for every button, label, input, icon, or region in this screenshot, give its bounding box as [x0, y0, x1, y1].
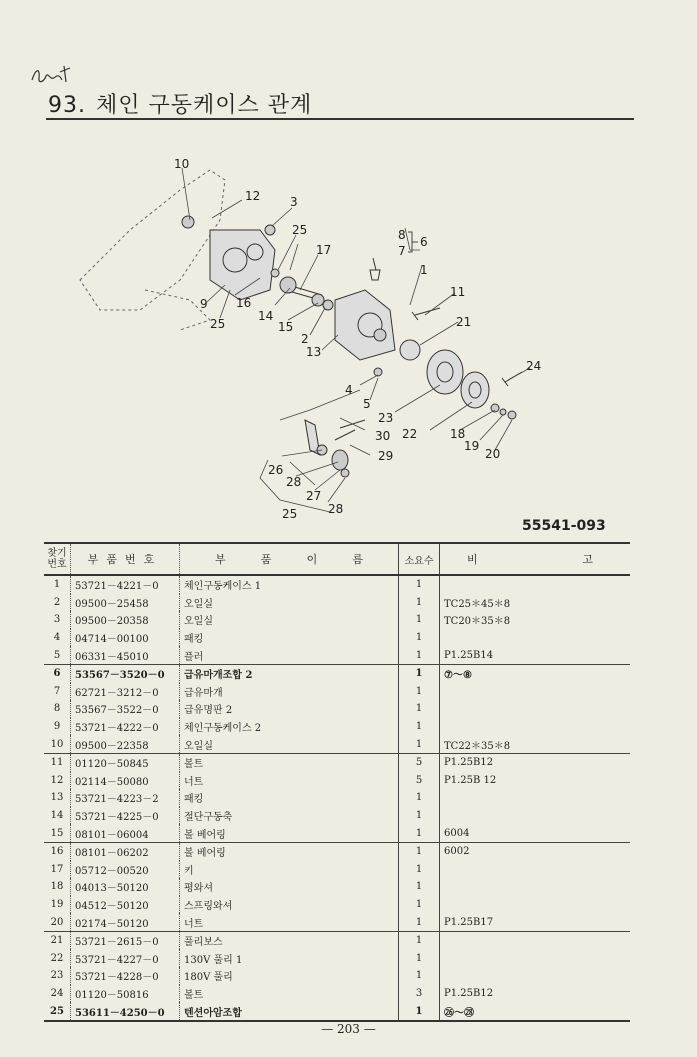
svg-text:29: 29 [378, 449, 394, 463]
cell-no: 10 [44, 735, 71, 753]
table-row [44, 861, 630, 879]
cell-part-name: 스프링와셔 [180, 896, 399, 914]
cell-no: 14 [44, 807, 71, 825]
cell-part-name: 180V 풀리 [180, 967, 399, 985]
cell-part-name: 급유마개조합 2 [180, 664, 399, 682]
cell-remarks [440, 575, 631, 594]
svg-text:15: 15 [278, 320, 294, 334]
svg-text:2: 2 [301, 332, 309, 346]
cell-no: 25 [44, 1002, 71, 1021]
table-row [44, 789, 630, 807]
header-remarks: 비 고 [440, 543, 631, 575]
diagram-code: 55541-093 [522, 518, 606, 534]
svg-text:25: 25 [210, 317, 226, 331]
cell-quantity: 1 [399, 913, 440, 931]
cell-part-number: 62721－3212－0 [71, 683, 180, 701]
cell-part-name: 풀리보스 [180, 931, 399, 949]
table-header-row [44, 543, 630, 575]
exploded-parts-diagram [60, 140, 560, 520]
svg-text:4: 4 [345, 383, 353, 397]
parts-table-body [44, 575, 630, 1021]
cell-no: 24 [44, 985, 71, 1003]
cell-part-number: 53721－4221－0 [71, 575, 180, 594]
cell-part-name: 130V 풀리 1 [180, 949, 399, 967]
cell-no: 8 [44, 700, 71, 718]
svg-text:17: 17 [316, 243, 332, 257]
cell-part-number: 53721－4222－0 [71, 718, 180, 736]
table-row [44, 913, 630, 931]
header-part-number: 부품번호 [71, 543, 180, 575]
cell-part-name: 볼트 [180, 985, 399, 1003]
svg-text:23: 23 [378, 411, 394, 425]
svg-text:18: 18 [450, 427, 466, 441]
cell-part-name: 평와셔 [180, 878, 399, 896]
table-row [44, 683, 630, 701]
svg-text:28: 28 [328, 502, 344, 516]
svg-text:16: 16 [236, 296, 252, 310]
cell-quantity: 1 [399, 931, 440, 949]
cell-remarks [440, 878, 631, 896]
cell-part-name: 급유마개 [180, 683, 399, 701]
svg-text:5: 5 [363, 397, 371, 411]
cell-remarks: TC25＊45＊8 [444, 598, 511, 610]
cell-no: 5 [44, 646, 71, 664]
svg-text:20: 20 [485, 447, 501, 461]
cell-part-name: 볼 베어링 [180, 842, 399, 860]
cell-no: 7 [44, 683, 71, 701]
svg-text:8: 8 [398, 228, 406, 242]
table-row [44, 753, 630, 771]
table-row [44, 629, 630, 647]
cell-part-name: 너트 [180, 772, 399, 790]
cell-remarks [440, 896, 631, 914]
cell-remarks: 6002 [444, 846, 470, 858]
cell-part-name: 절단구동축 [180, 807, 399, 825]
cell-part-number: 09500－22358 [71, 735, 180, 753]
cell-part-name: 오일실 [180, 735, 399, 753]
cell-part-name: 패킹 [180, 629, 399, 647]
table-row [44, 896, 630, 914]
svg-text:25: 25 [292, 223, 308, 237]
cell-part-number: 53721－4223－2 [71, 789, 180, 807]
cell-no: 4 [44, 629, 71, 647]
cell-remarks [440, 718, 631, 736]
cell-quantity: 1 [399, 718, 440, 736]
cell-part-number: 01120－50816 [71, 985, 180, 1003]
cell-quantity: 5 [399, 772, 440, 790]
svg-text:27: 27 [306, 489, 322, 503]
cell-part-number: 53567－3522－0 [71, 700, 180, 718]
cell-remarks: 6004 [440, 824, 631, 842]
svg-text:26: 26 [268, 463, 284, 477]
section-title: 체인 구동케이스 관계 [96, 93, 313, 118]
cell-no: 17 [44, 861, 71, 879]
cell-quantity: 1 [399, 824, 440, 842]
svg-text:25: 25 [282, 507, 298, 520]
cell-part-number: 53721－4228－0 [71, 967, 180, 985]
cell-part-number: 04013－50120 [71, 878, 180, 896]
cell-remarks: P1.25B14 [440, 646, 631, 664]
cell-part-number: 01120－50845 [71, 753, 180, 771]
table-row [44, 1002, 630, 1021]
svg-text:3: 3 [290, 195, 298, 209]
title-rule [46, 118, 634, 120]
page-title [48, 88, 312, 119]
header-part-name: 부 품 이 름 [180, 543, 399, 575]
section-number: 93. [48, 93, 86, 118]
cell-part-number: 08101－06202 [71, 842, 180, 860]
cell-remarks: ㉖～㉘ [440, 1002, 631, 1021]
svg-text:28: 28 [286, 475, 302, 489]
table-row [44, 718, 630, 736]
cell-quantity: 1 [399, 629, 440, 647]
cell-quantity: 1 [399, 735, 440, 753]
table-row [44, 842, 630, 860]
cell-part-number: 53721－4227－0 [71, 949, 180, 967]
cell-quantity: 1 [399, 789, 440, 807]
cell-no: 6 [44, 664, 71, 682]
cell-part-number: 53721－4225－0 [71, 807, 180, 825]
cell-remarks: P1.25B12 [444, 757, 494, 769]
cell-part-name: 키 [180, 861, 399, 879]
cell-quantity: 1 [399, 1002, 440, 1021]
cell-part-name: 오일실 [180, 594, 399, 612]
cell-no: 22 [44, 949, 71, 967]
svg-text:10: 10 [174, 157, 190, 171]
cell-no: 13 [44, 789, 71, 807]
table-row [44, 772, 630, 790]
cell-part-name: 플러 [180, 646, 399, 664]
cell-part-number: 02114－50080 [71, 772, 180, 790]
cell-part-name: 패킹 [180, 789, 399, 807]
cell-part-number: 02174－50120 [71, 913, 180, 931]
cell-quantity: 1 [399, 646, 440, 664]
cell-part-number: 04714－00100 [71, 629, 180, 647]
cell-quantity: 1 [399, 861, 440, 879]
cell-no: 16 [44, 842, 71, 860]
table-row [44, 807, 630, 825]
cell-remarks [440, 789, 631, 807]
cell-remarks [440, 683, 631, 701]
svg-text:6: 6 [420, 235, 428, 249]
cell-no: 1 [44, 575, 71, 594]
cell-no: 12 [44, 772, 71, 790]
cell-quantity: 1 [399, 896, 440, 914]
cell-remarks: TC20＊35＊8 [444, 616, 511, 628]
svg-text:30: 30 [375, 429, 391, 443]
table-row [44, 735, 630, 753]
cell-remarks [440, 861, 631, 879]
table-row [44, 664, 630, 682]
svg-text:12: 12 [245, 189, 261, 203]
table-row [44, 646, 630, 664]
cell-part-number: 06331－45010 [71, 646, 180, 664]
parts-table [44, 542, 630, 1022]
table-row [44, 575, 630, 594]
cell-part-name: 체인구동케이스 2 [180, 718, 399, 736]
cell-remarks: P1.25B12 [444, 987, 494, 999]
cell-no: 11 [44, 753, 71, 771]
table-row [44, 611, 630, 629]
cell-no: 15 [44, 824, 71, 842]
cell-remarks: P1.25B 12 [444, 774, 497, 786]
header-quantity: 소요수 [399, 543, 440, 575]
cell-remarks [440, 700, 631, 718]
cell-no: 18 [44, 878, 71, 896]
cell-quantity: 1 [399, 949, 440, 967]
cell-quantity: 1 [399, 575, 440, 594]
cell-part-number: 08101－06004 [71, 824, 180, 842]
cell-part-number: 09500－20358 [71, 611, 180, 629]
cell-remarks [440, 967, 631, 985]
table-row [44, 967, 630, 985]
cell-remarks [440, 629, 631, 647]
cell-remarks [440, 807, 631, 825]
svg-text:7: 7 [398, 244, 406, 258]
cell-part-number: 53721－2615－0 [71, 931, 180, 949]
cell-remarks [440, 931, 631, 949]
cell-remarks: ⑦～⑧ [444, 670, 472, 682]
table-row [44, 949, 630, 967]
cell-quantity: 1 [399, 967, 440, 985]
page-number: — 203 — [321, 1022, 376, 1036]
cell-part-number: 04512－50120 [71, 896, 180, 914]
svg-text:24: 24 [526, 359, 542, 373]
table-row [44, 824, 630, 842]
svg-text:13: 13 [306, 345, 322, 359]
cell-quantity: 1 [399, 700, 440, 718]
handwritten-annotation [30, 64, 90, 88]
cell-quantity: 1 [399, 842, 440, 860]
table-row [44, 878, 630, 896]
cell-no: 23 [44, 967, 71, 985]
cell-part-number: 53567－3520－0 [71, 664, 180, 682]
cell-no: 19 [44, 896, 71, 914]
cell-quantity: 1 [399, 683, 440, 701]
svg-text:22: 22 [402, 427, 418, 441]
cell-part-number: 09500－25458 [71, 594, 180, 612]
svg-text:21: 21 [456, 315, 472, 329]
cell-part-name: 텐션아암조합 [180, 1002, 399, 1021]
cell-remarks: P1.25B17 [440, 913, 631, 931]
svg-text:14: 14 [258, 309, 274, 323]
cell-part-name: 오일실 [180, 611, 399, 629]
cell-quantity: 1 [399, 807, 440, 825]
cell-no: 9 [44, 718, 71, 736]
cell-part-name: 볼 베어링 [180, 824, 399, 842]
table-row [44, 931, 630, 949]
svg-text:1: 1 [420, 263, 428, 277]
cell-quantity: 1 [399, 611, 440, 629]
cell-no: 21 [44, 931, 71, 949]
cell-part-number: 53611－4250－0 [71, 1002, 180, 1021]
cell-part-name: 너트 [180, 913, 399, 931]
cell-no: 2 [44, 594, 71, 612]
cell-part-number: 05712－00520 [71, 861, 180, 879]
cell-quantity: 1 [399, 878, 440, 896]
table-row [44, 594, 630, 612]
cell-quantity: 3 [399, 985, 440, 1003]
svg-text:11: 11 [450, 285, 466, 299]
cell-part-name: 볼트 [180, 753, 399, 771]
svg-text:9: 9 [200, 297, 208, 311]
cell-remarks [440, 949, 631, 967]
cell-remarks: TC22＊35＊8 [440, 735, 631, 753]
cell-part-name: 급유명판 2 [180, 700, 399, 718]
table-row [44, 700, 630, 718]
header-no: 찾기 번호 [44, 543, 71, 575]
svg-text:19: 19 [464, 439, 480, 453]
cell-part-name: 체인구동케이스 1 [180, 575, 399, 594]
cell-quantity: 1 [399, 664, 440, 682]
cell-quantity: 1 [399, 594, 440, 612]
cell-no: 20 [44, 913, 71, 931]
table-row [44, 985, 630, 1003]
cell-no: 3 [44, 611, 71, 629]
cell-quantity: 5 [399, 753, 440, 771]
